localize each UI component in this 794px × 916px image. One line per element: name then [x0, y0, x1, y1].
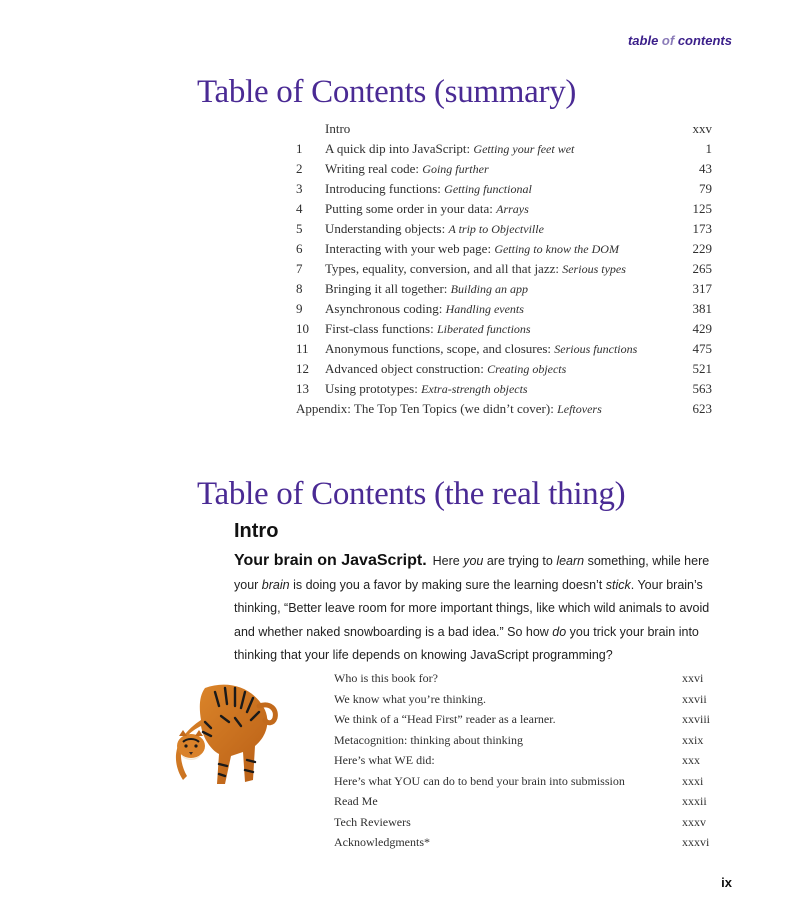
intro-toc-page: xxxv — [682, 814, 706, 829]
intro-toc-page: xxxi — [682, 773, 704, 788]
toc-chapter-title: Anonymous functions, scope, and closures: Serious functions — [325, 341, 638, 356]
toc-page-number: 429 — [692, 321, 712, 336]
toc-page-number: 79 — [699, 181, 712, 196]
intro-toc-title: Acknowledgments* — [334, 835, 430, 849]
toc-chapter-number: 8 — [296, 281, 303, 296]
toc-row[interactable] — [296, 321, 712, 341]
intro-toc-title: Read Me — [334, 794, 378, 808]
toc-chapter-title: Writing real code: Going further — [325, 161, 489, 176]
running-head: table of contents — [627, 33, 732, 48]
intro-toc-page: xxx — [682, 753, 700, 767]
summary-title: Table of Contents (summary) — [197, 74, 577, 110]
toc-chapter-number: 6 — [296, 241, 303, 256]
toc-row[interactable] — [296, 281, 712, 301]
toc-chapter-title: Intro — [325, 121, 351, 136]
toc-row[interactable] — [296, 301, 712, 321]
toc-chapter-number: 2 — [296, 161, 303, 176]
intro-toc-title: We think of a “Head First” reader as a learner. — [334, 712, 556, 726]
toc-row[interactable] — [296, 181, 712, 201]
intro-toc-row[interactable] — [334, 711, 710, 732]
intro-toc-page: xxxii — [682, 794, 707, 808]
toc-chapter-number: 11 — [296, 341, 309, 356]
toc-page-number: 381 — [692, 301, 712, 316]
toc-page-number: 125 — [692, 201, 712, 216]
toc-row[interactable] — [296, 241, 712, 261]
intro-toc-title: Here’s what YOU can do to bend your brain into submission — [334, 773, 625, 788]
toc-chapter-title: Putting some order in your data: Arrays — [325, 201, 529, 216]
intro-toc-row[interactable] — [334, 670, 710, 691]
toc-chapter-number: 10 — [296, 321, 309, 336]
intro-toc-title: Tech Reviewers — [334, 814, 411, 829]
intro-toc-row[interactable] — [334, 773, 710, 794]
tiger-illustration — [175, 680, 279, 798]
toc-appendix-title: Appendix: The Top Ten Topics (we didn’t cover): Leftovers — [296, 401, 602, 416]
intro-toc-row[interactable] — [334, 732, 710, 753]
toc-chapter-number: 4 — [296, 201, 303, 216]
toc-chapter-title: Using prototypes: Extra-strength objects — [325, 381, 528, 396]
toc-chapter-number: 9 — [296, 301, 303, 316]
toc-chapter-title: Introducing functions: Getting functional — [325, 181, 532, 196]
toc-chapter-number: 13 — [296, 381, 309, 396]
intro-toc-page: xxvi — [682, 671, 704, 685]
intro-toc — [334, 670, 710, 855]
intro-toc-row[interactable] — [334, 834, 710, 855]
intro-toc-row[interactable] — [334, 752, 710, 773]
toc-row[interactable] — [296, 361, 712, 381]
toc-chapter-title: Types, equality, conversion, and all that jazz: Serious types — [325, 261, 626, 276]
toc-page-number: 563 — [692, 381, 712, 396]
summary-toc — [296, 121, 712, 421]
toc-row[interactable] — [296, 221, 712, 241]
toc-chapter-number: 1 — [296, 141, 303, 156]
intro-toc-title: Who is this book for? — [334, 671, 438, 685]
intro-toc-page: xxxvi — [682, 835, 710, 849]
toc-page-number: 521 — [692, 361, 712, 376]
toc-row-appendix[interactable] — [296, 401, 712, 421]
toc-chapter-number: 7 — [296, 261, 303, 276]
toc-chapter-title: Understanding objects: A trip to Objectville — [325, 221, 544, 236]
toc-row[interactable] — [296, 381, 712, 401]
toc-chapter-number: 5 — [296, 221, 303, 236]
intro-toc-page: xxvii — [682, 691, 707, 706]
toc-chapter-title: A quick dip into JavaScript: Getting your feet wet — [325, 141, 575, 156]
toc-page-number: 229 — [692, 241, 712, 256]
toc-chapter-number: 12 — [296, 361, 309, 376]
toc-row[interactable] — [296, 201, 712, 221]
page-number: ix — [721, 875, 732, 890]
intro-toc-row[interactable] — [334, 814, 710, 835]
toc-page-number: 265 — [692, 261, 712, 276]
intro-toc-row[interactable] — [334, 793, 710, 814]
toc-row[interactable] — [296, 121, 712, 141]
toc-page-number: 623 — [692, 401, 712, 416]
toc-page-number: 173 — [692, 221, 712, 236]
intro-toc-title: Here’s what WE did: — [334, 753, 435, 767]
toc-row[interactable] — [296, 141, 712, 161]
toc-row[interactable] — [296, 161, 712, 181]
toc-chapter-title: Interacting with your web page: Getting to know the DOM — [325, 241, 619, 256]
intro-toc-page: xxix — [682, 732, 704, 747]
intro-heading: Intro — [234, 520, 279, 542]
toc-page-number: 43 — [699, 161, 712, 176]
toc-page-number: xxv — [692, 121, 712, 136]
toc-chapter-number: 3 — [296, 181, 303, 196]
toc-page-number: 317 — [692, 281, 712, 296]
toc-page-number: 475 — [692, 341, 712, 356]
toc-chapter-title: Asynchronous coding: Handling events — [325, 301, 524, 316]
toc-row[interactable] — [296, 261, 712, 281]
toc-chapter-title: Advanced object construction: Creating objects — [325, 361, 567, 376]
toc-chapter-title: First-class functions: Liberated functions — [325, 321, 531, 336]
toc-chapter-title: Bringing it all together: Building an app — [325, 281, 528, 296]
intro-paragraph: Your brain on JavaScript. Here you are trying to learn something, while here your brain is doing you a favor by making sure the learning doesn’t stick. Your brain’s thinking, “Better leave room for more important things, like which wild animals to avoid and whether naked snowboarding is a bad idea.” So how do you trick your brain into thinking that your life depends on knowing JavaScript programming? — [234, 552, 710, 662]
intro-toc-title: We know what you’re thinking. — [334, 691, 487, 706]
toc-row[interactable] — [296, 341, 712, 361]
intro-toc-title: Metacognition: thinking about thinking — [334, 732, 523, 747]
intro-toc-row[interactable] — [334, 691, 710, 712]
real-toc-title: Table of Contents (the real thing) — [197, 476, 626, 512]
toc-page-number: 1 — [705, 141, 712, 156]
intro-lead: Your brain on JavaScript. — [234, 552, 427, 569]
intro-toc-page: xxviii — [682, 712, 711, 726]
